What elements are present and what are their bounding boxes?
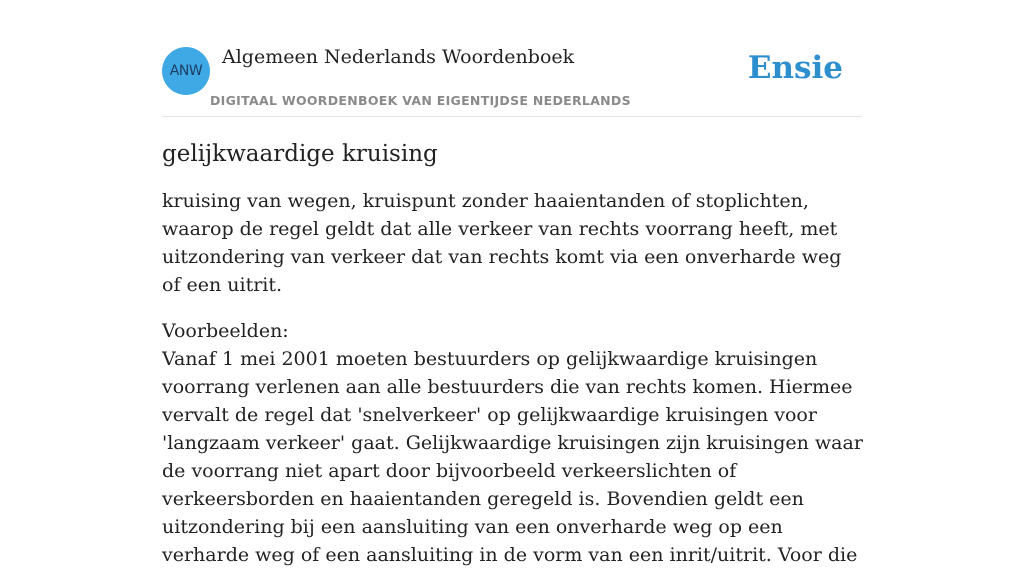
entry-headword: gelijkwaardige kruising — [162, 141, 438, 167]
entry-content — [162, 136, 864, 569]
example-text: Vanaf 1 mei 2001 moeten bestuurders op gelijkwaardige kruisingen voorrang verlenen aan alle bestuurders die van rechts komen. Hiermee vervalt de regel dat 'snelverkeer' op gelijkwaardige kruisingen voor 'langzaam verkeer' gaat. Gelijkwaardige kruisingen zijn kruisingen waar de voorrang niet apart door bijvoorbeeld verkeerslichten of verkeersborden en haaientanden geregeld is. Bovendien geldt een uitzondering bij een aansluiting van een onverharde weg op een verharde weg of een aansluiting in de vorm van een inrit/uitrit. Voor die — [162, 348, 863, 566]
examples-label: Voorbeelden: — [162, 320, 289, 342]
anw-logo[interactable]: ANW — [162, 47, 210, 95]
site-title[interactable]: Algemeen Nederlands Woordenboek — [222, 46, 575, 68]
site-subtitle: DIGITAAL WOORDENBOEK VAN EIGENTIJDSE NEDERLANDS — [210, 93, 631, 108]
entry-definition: kruising van wegen, kruispunt zonder haaientanden of stoplichten, waarop de regel geldt dat alle verkeer van rechts voorrang heeft, met uitzondering van verkeer dat van rechts komt via een onverharde weg of een uitrit. — [162, 190, 842, 296]
site-header — [162, 44, 862, 117]
ensie-logo[interactable]: Ensie — [747, 50, 843, 86]
